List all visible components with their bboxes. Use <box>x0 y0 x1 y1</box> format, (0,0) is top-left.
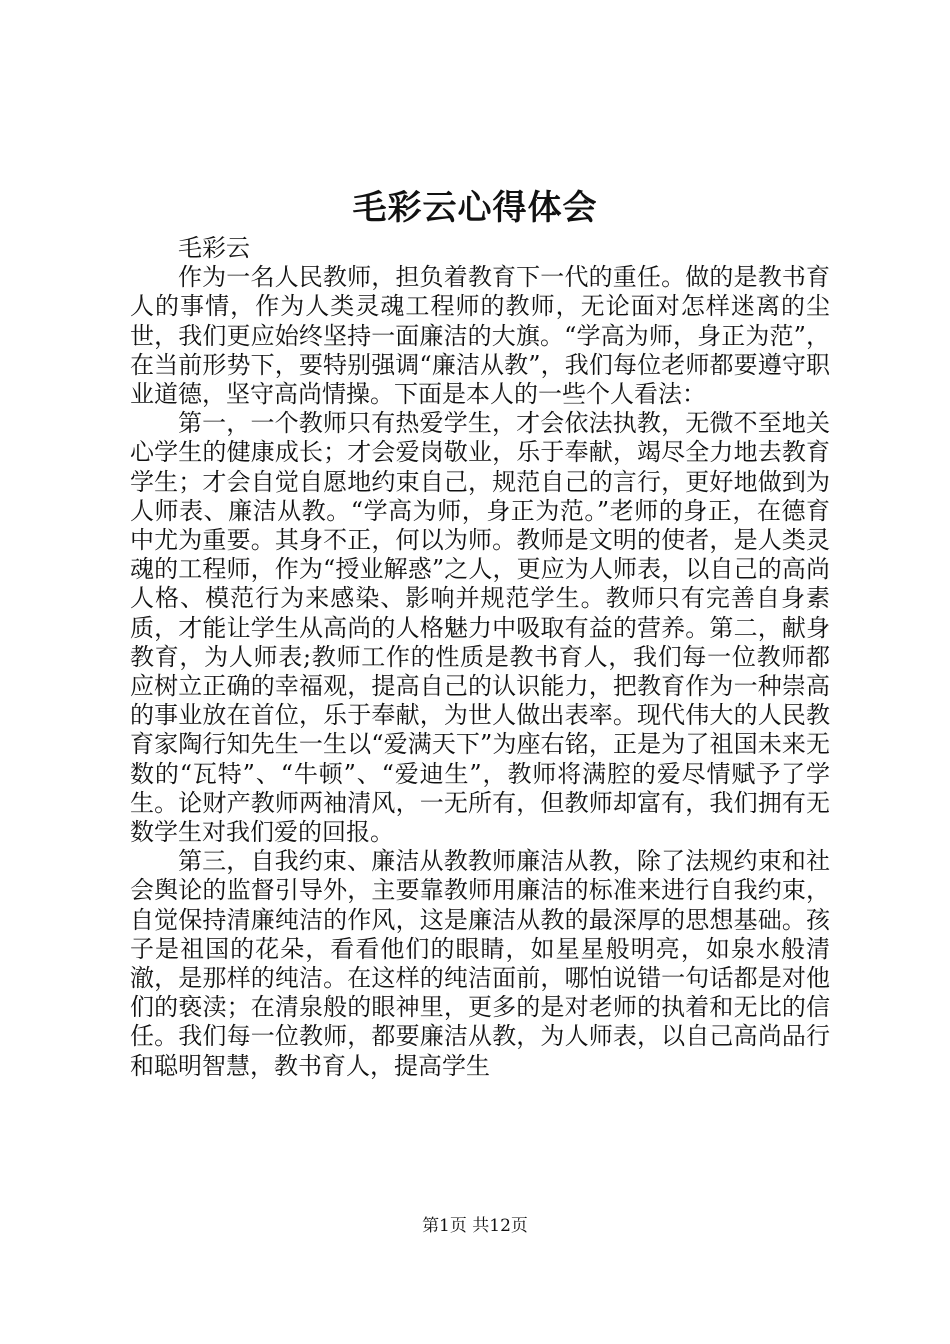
author-name: 毛彩云 <box>178 234 250 262</box>
document-title: 毛彩云心得体会 <box>352 188 598 228</box>
paragraph-first-second: 第一，一个教师只有热爱学生，才会依法执教，无微不至地关心学生的健康成长；才会爱岗敬业，乐于奉献，竭尽全力地去教育学生；才会自觉自愿地约束自己，规范自己的言行，更好地做到为人师表、廉洁从教。“学高为师，身正为范。”老师的身正，在德育中尤为重要。其身不正，何以为师。教师是文明的使者，是人类灵魂的工程师，作为“授业解惑”之人，更应为人师表，以自己的高尚人格、模范行为来感染、影响并规范学生。教师只有完善自身素质，才能让学生从高尚的人格魅力中吸取有益的营养。第二，献身教育，为人师表;教师工作的性质是教书育人，我们每一位教师都应树立正确的幸福观，提高自己的认识能力，把教育作为一种崇高的事业放在首位，乐于奉献，为世人做出表率。现代伟大的人民教育家陶行知先生一生以“爱满天下”为座右铭，正是为了祖国未来无数的“瓦特”、“牛顿”、“爱迪生”，教师将满腔的爱尽情赋予了学生。论财产教师两袖清风，一无所有，但教师却富有，我们拥有无数学生对我们爱的回报。 <box>130 409 830 847</box>
page-number-footer: 第1页 共12页 <box>422 1216 528 1236</box>
paragraph-third: 第三，自我约束、廉洁从教教师廉洁从教，除了法规约束和社会舆论的监督引导外，主要靠教师用廉洁的标准来进行自我约束，自觉保持清廉纯洁的作风，这是廉洁从教的最深厚的思想基础。孩子是祖国的花朵，看看他们的眼睛，如星星般明亮，如泉水般清澈，是那样的纯洁。在这样的纯洁面前，哪怕说错一句话都是对他们的亵渎；在清泉般的眼神里，更多的是对老师的执着和无比的信任。我们每一位教师，都要廉洁从教，为人师表，以自己高尚品行和聪明智慧，教书育人，提高学生 <box>130 847 830 1080</box>
paragraph-intro: 作为一名人民教师，担负着教育下一代的重任。做的是教书育人的事情，作为人类灵魂工程师的教师，无论面对怎样迷离的尘世，我们更应始终坚持一面廉洁的大旗。“学高为师，身正为范”，在当前形势下，要特别强调“廉洁从教”，我们每位老师都要遵守职业道德，坚守高尚情操。下面是本人的一些个人看法： <box>130 263 830 409</box>
document-body <box>130 234 830 1081</box>
